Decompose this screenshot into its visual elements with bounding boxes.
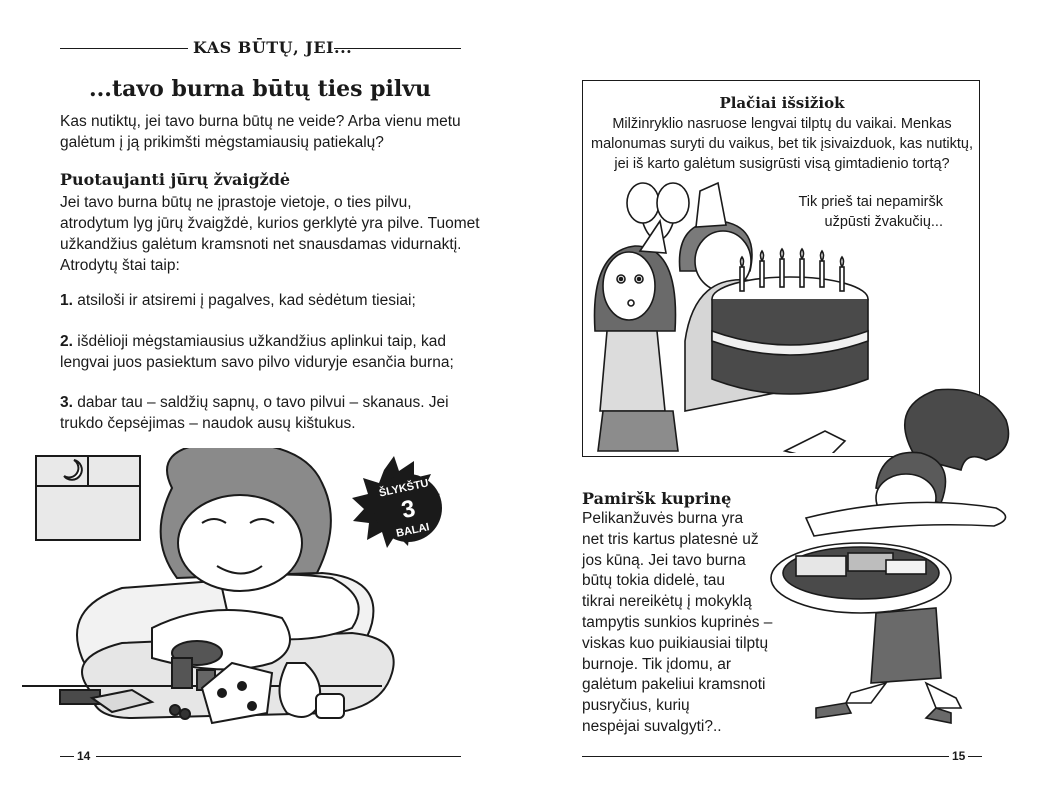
body-line: Atrodytų štai taip:: [60, 257, 180, 274]
body-line: pusryčius, kurių: [582, 697, 690, 715]
step-text: atsiloši ir atsiremi į pagalves, kad sėdėtum tiesiai;: [77, 292, 416, 309]
intro-paragraph: [60, 111, 461, 153]
boy-pillows-illustration: [22, 448, 462, 738]
body-line: tampytis sunkios kuprinės –: [582, 613, 773, 631]
pelican-girl-illustration: [766, 388, 1016, 728]
body-line: užkandžius galėtum kramsnoti net snausdamas vidurnaktį.: [60, 236, 462, 253]
step-number: 1.: [60, 292, 73, 309]
callout-title: Plačiai išsižiok: [719, 94, 845, 112]
step-number: 3.: [60, 394, 73, 411]
body-line: galėtum pakeliui kramsnoti: [582, 676, 766, 694]
badge-number: 3: [398, 494, 418, 525]
body-line: būtų tokia didelė, tau: [582, 572, 726, 590]
badge-bottom-text: BALAI: [395, 521, 431, 540]
footer-rule-left-a: [60, 756, 74, 757]
footer-rule-right-b: [968, 756, 982, 757]
header-rule-left: [60, 48, 188, 49]
step-1: [60, 290, 416, 311]
subheading-backpack: Pamiršk kuprinę: [582, 489, 732, 508]
girl-icon: [595, 221, 679, 451]
page-number-left: 14: [77, 749, 91, 763]
header-rule-right: [334, 48, 461, 49]
note-line: Tik prieš tai nepamiršk: [798, 194, 943, 210]
body-line: jos kūną. Jei tavo burna: [582, 551, 746, 569]
callout-line: malonumas suryti du vaikus, bet tik įsivaizduok, kas nutiktų,: [591, 136, 973, 152]
page-number-right: 15: [952, 749, 966, 763]
body-line: nespėjai suvalgyti?..: [582, 717, 722, 735]
step-number: 2.: [60, 333, 73, 350]
yuck-rating-badge: [352, 456, 442, 548]
body-line: burnoje. Tik įdomu, ar: [582, 655, 732, 673]
body-line: tikrai nereikėtų į mokyklą: [582, 593, 752, 611]
subheading-starfish: Puotaujanti jūrų žvaigždė: [60, 170, 291, 189]
step-text: išdėlioji mėgstamiausius užkandžius aplinkui taip, kad: [77, 333, 446, 350]
callout-line: Milžinryklio nasruose lengvai tilptų du vaikai. Menkas: [612, 116, 952, 132]
badge-top-text: ŠLYKŠTU: [377, 477, 430, 500]
body-line: atrodytum lyg jūrų žvaigždė, kurios gerklytė yra pilve. Tuomet: [60, 215, 480, 232]
body-line: Jei tavo burna būtų ne įprastoje vietoje, o ties pilvu,: [60, 194, 412, 211]
step-text: trukdo čepsėjimas – naudok ausų kištukus.: [60, 415, 356, 432]
callout-text: [583, 114, 981, 174]
footer-rule-right-a: [582, 756, 949, 757]
pelican-paragraph: [582, 509, 772, 738]
running-head: KAS BŪTŲ, JEI...: [193, 38, 353, 57]
footer-rule-left-b: [96, 756, 461, 757]
step-text: dabar tau – saldžių sapnų, o tavo pilvui – skanaus. Jei: [77, 394, 449, 411]
body-paragraph: [60, 192, 480, 276]
body-line: Pelikanžuvės burna yra: [582, 510, 744, 527]
step-text: lengvai juos pasiektum savo pilvo viduryje esančia burna;: [60, 354, 454, 371]
body-line: net tris kartus platesnė už: [582, 530, 759, 548]
boy-head-icon: [161, 448, 331, 591]
page-title: ...tavo burna būtų ties pilvu: [88, 76, 432, 102]
callout-line: jei iš karto galėtum susigrūsti visą gimtadienio tortą?: [614, 156, 950, 172]
big-mouth-icon: [771, 502, 1006, 613]
intro-line: galėtum į ją prikimšti mėgstamiausių patiekalų?: [60, 134, 384, 151]
body-line: viskas kuo puikiausiai tilptų: [582, 634, 769, 652]
step-2: [60, 331, 454, 373]
intro-line: Kas nutiktų, jei tavo burna būtų ne veide? Arba vienu metu: [60, 113, 461, 130]
step-3: [60, 392, 449, 434]
girl-body-icon: [816, 608, 961, 723]
note-line: užpūsti žvakučių...: [824, 214, 943, 230]
window-icon: [36, 456, 140, 540]
